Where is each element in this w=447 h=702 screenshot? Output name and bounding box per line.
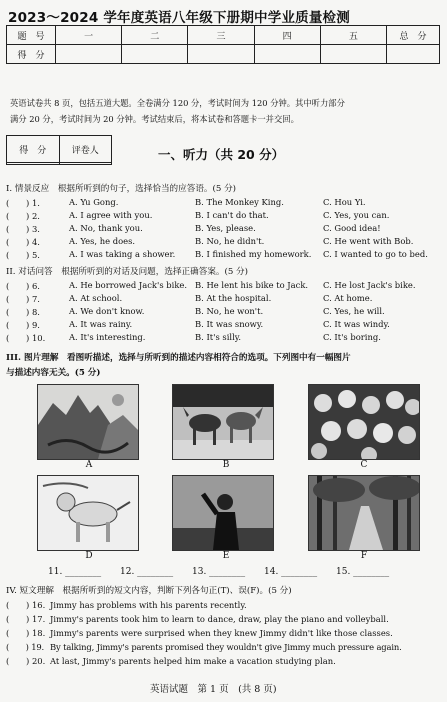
picture-f-forest: [308, 475, 420, 551]
page-footer: 英语试题 第 1 页 (共 8 页): [150, 684, 277, 695]
question-number: ( ) 19.: [6, 642, 45, 652]
answer-blank: 15. ________: [336, 567, 390, 577]
option-a: A. At school.: [69, 293, 123, 303]
question-row: [6, 627, 393, 639]
question-row: [6, 613, 389, 625]
option-c: C. Yes, you can.: [323, 210, 390, 220]
statement-text: Jimmy's parents took him to learn to dance, draw, play the piano and volleyball.: [50, 614, 389, 624]
statement-text: At last, Jimmy's parents helped him make a vacation studying plan.: [50, 656, 336, 666]
score-cell: [254, 45, 320, 64]
score-cell: [122, 45, 188, 64]
grader-box: [6, 135, 112, 165]
picture-e-speaker: [172, 475, 274, 551]
option-c: C. Hou Yi.: [323, 197, 366, 207]
option-a: A. He borrowed Jack's bike.: [69, 280, 188, 290]
option-c: C. Yes, he will.: [323, 306, 385, 316]
score-header-cell: 三: [188, 26, 254, 45]
question-number: ( ) 5.: [6, 250, 40, 260]
intro-line-1: 英语试卷共 8 页，包括五道大题。全卷满分 120 分，考试时间为 120 分钟。其中听力部分: [10, 98, 345, 108]
option-c: C. It was windy.: [323, 319, 390, 329]
option-b: B. No, he didn't.: [195, 236, 265, 246]
question-number: ( ) 17.: [6, 614, 46, 624]
score-header-cell: 四: [254, 26, 320, 45]
question-number: ( ) 6.: [6, 281, 40, 291]
option-a: A. We don't know.: [69, 306, 145, 316]
option-a: A. No, thank you.: [69, 223, 143, 233]
score-cell: [56, 45, 122, 64]
score-header-cell: 二: [122, 26, 188, 45]
question-number: ( ) 1.: [6, 198, 40, 208]
option-b: B. Yes, please.: [195, 223, 256, 233]
option-b: B. It was snowy.: [195, 319, 264, 329]
picture-label: B: [222, 460, 230, 470]
score-header-cell: 题 号: [7, 26, 56, 45]
question-row: [6, 306, 446, 318]
option-c: C. At home.: [323, 293, 373, 303]
part2-header: II. 对话问答 根据所听到的对话及问题，选择正确答案。(5 分): [6, 267, 249, 277]
question-row: [6, 249, 446, 261]
score-cell: [387, 45, 440, 64]
question-number: ( ) 20.: [6, 656, 46, 666]
picture-label: F: [360, 551, 368, 561]
grader-score-cell: [7, 163, 60, 165]
score-cell: [188, 45, 254, 64]
question-row: [6, 223, 446, 235]
question-row: [6, 319, 446, 331]
picture-c-crowd: [308, 384, 420, 460]
score-header-cell: 五: [320, 26, 386, 45]
question-number: ( ) 9.: [6, 320, 40, 330]
option-b: B. He lent his bike to Jack.: [195, 280, 309, 290]
option-c: C. Good idea!: [323, 223, 381, 233]
question-number: ( ) 7.: [6, 294, 40, 304]
grader-reviewer-label: 评卷人: [59, 136, 112, 163]
question-number: ( ) 2.: [6, 211, 40, 221]
grader-reviewer-cell: [59, 163, 112, 165]
exam-title: 2023～2024 学年度英语八年级下册期中学业质量检测: [8, 10, 350, 26]
option-a: A. I was taking a shower.: [69, 249, 176, 259]
question-number: ( ) 3.: [6, 224, 40, 234]
question-row: [6, 293, 446, 305]
picture-label: E: [222, 551, 230, 561]
picture-label: C: [360, 460, 368, 470]
score-table: [6, 25, 440, 64]
statement-text: Jimmy's parents were surprised when they knew Jimmy didn't like those classes.: [50, 628, 393, 638]
option-a: A. I agree with you.: [69, 210, 153, 220]
option-a: A. Yes, he does.: [69, 236, 136, 246]
picture-d-dog: [37, 475, 139, 551]
score-header-cell: 一: [56, 26, 122, 45]
part1-header: I. 情景反应 根据所听到的句子，选择恰当的应答语。(5 分): [6, 184, 237, 194]
statement-text: By talking, Jimmy's parents promised they wouldn't give Jimmy much pressure again.: [50, 642, 402, 652]
picture-b-horses: [172, 384, 274, 460]
option-b: B. No, he won't.: [195, 306, 264, 316]
part3-header-1: III. 图片理解 看图听描述，选择与所听到的描述内容相符合的选项。下列图中有一幅图片: [6, 353, 351, 363]
grader-score-label: 得 分: [7, 136, 60, 163]
option-c: C. He went with Bob.: [323, 236, 414, 246]
question-row: [6, 599, 247, 611]
question-row: [6, 332, 446, 344]
part4-header: IV. 短文理解 根据所听到的短文内容，判断下列各句正(T)、误(F)。(5 分): [6, 586, 292, 596]
question-row: [6, 280, 446, 292]
option-a: A. It's interesting.: [69, 332, 146, 342]
question-number: ( ) 4.: [6, 237, 40, 247]
question-number: ( ) 10.: [6, 333, 46, 343]
option-b: B. The Monkey King.: [195, 197, 284, 207]
picture-label: D: [85, 551, 93, 561]
question-row: [6, 236, 446, 248]
score-cell: [320, 45, 386, 64]
statement-text: Jimmy has problems with his parents recently.: [50, 600, 247, 610]
option-c: C. It's boring.: [323, 332, 381, 342]
answer-blank: 12. ________: [120, 567, 174, 577]
picture-a-landscape: [37, 384, 139, 460]
option-b: B. I finished my homework.: [195, 249, 312, 259]
option-c: C. He lost Jack's bike.: [323, 280, 416, 290]
picture-label: A: [85, 460, 93, 470]
question-row: [6, 210, 446, 222]
score-header-cell: 总 分: [387, 26, 440, 45]
question-row: [6, 197, 446, 209]
question-row: [6, 655, 336, 667]
section-title: 一、听力（共 20 分）: [158, 147, 285, 162]
question-row: [6, 641, 402, 653]
answer-blank: 13. ________: [192, 567, 246, 577]
option-a: A. It was rainy.: [69, 319, 133, 329]
answer-blank: 11. ________: [48, 567, 102, 577]
question-number: ( ) 18.: [6, 628, 46, 638]
answer-blank: 14. ________: [264, 567, 318, 577]
option-b: B. It's silly.: [195, 332, 242, 342]
intro-line-2: 满分 20 分，考试时间为 20 分钟。考试结束后，将本试卷和答题卡一并交回。: [10, 114, 299, 124]
part3-header-2: 与描述内容无关。(5 分): [6, 368, 101, 378]
question-number: ( ) 8.: [6, 307, 40, 317]
score-row-label: 得 分: [7, 45, 56, 64]
option-b: B. I can't do that.: [195, 210, 269, 220]
option-a: A. Yu Gong.: [69, 197, 119, 207]
option-c: C. I wanted to go to bed.: [323, 249, 428, 259]
option-b: B. At the hospital.: [195, 293, 272, 303]
question-number: ( ) 16.: [6, 600, 46, 610]
